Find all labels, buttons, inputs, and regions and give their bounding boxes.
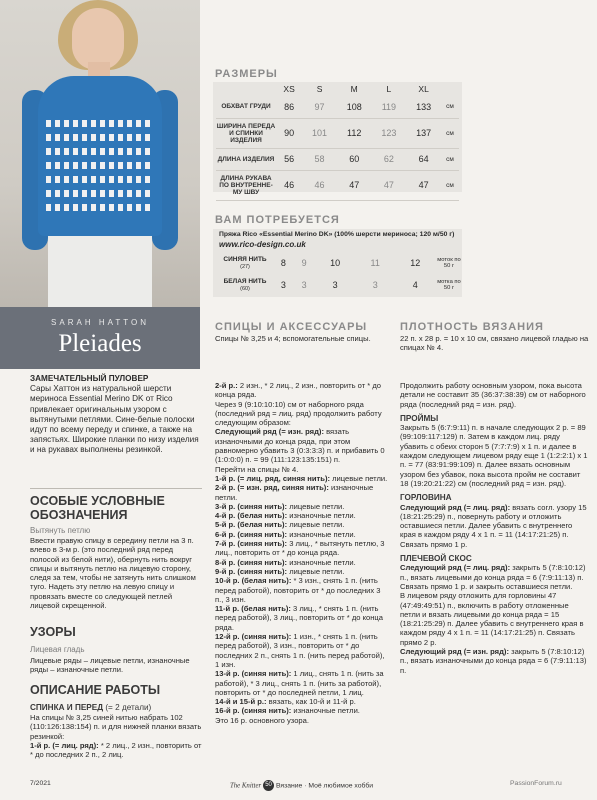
cell: 9 (301, 258, 307, 268)
gauge-text: 22 п. х 28 р. = 10 х 10 см, связано лицевой гладью на спицах № 4. (400, 334, 589, 353)
sizes-table (216, 82, 459, 201)
cell: 119 (372, 96, 407, 118)
instructions-column-3: Продолжить работу основным узором, пока высота детали не составит 35 (36:37:38:39) см от наборного ряда (последний ряд = изн. ряд). ПРОЙМЫ Закрыть 5 (6:7:9:11) п. в начале следующих 2 р. = 89 (99:109:117:129) п. Затем в каждом лиц. ряду убавить с обеих сторон 5 (7:7:7:9) х 1 п. и далее в каждом следующем лицевом ряду еще 1 (1:2:2:1) х 1 п. = 77 (83:91:99:109) п. Далее вязать основным узором без убавок, пока высота пройм не составит 18 (19:20:21:22) см (последний ряд = изн. ряд). ГОРЛОВИНА Следующий ряд (= лиц. ряд): вязать согл. узору 15 (18:21:25:29) п., повернуть работу и отложить оставшиеся петли. Далее убавить с внутреннего края в каждом ряду 4 х 1 п. = 11 (14:17:21:25) п. Связать прямо 1 р. ПЛЕЧЕВОЙ СКОС Следующий ряд (= лиц. ряд): закрыть 5 (7:8:10:12) п., вязать лицевыми до конца ряда = 6 (7:9:11:13) п. Связать прямо 1 р. и закрыть оставшиеся петли. В лицевом ряду отложить для горловины 47 (47:49:49:51) п., включить в работу отложенные петли и вязать лицевыми до конца ряда = 15 (18:21:25:29) п. Далее убавить с внутреннего края в каждом ряду 4 х 1 п. = 11 (14:17:21:25) п. Связать прямо 2 р. Следующий ряд (= изн. ряд): закрыть 5 (7:8:10:12) п., вязать изнаночными до конца ряда = 6 (7:9:11:13) п. (400, 381, 590, 675)
patterns-text: Лицевые ряды – лицевые петли, изнаночные ряды – изнаночные петли. (30, 656, 190, 675)
sizes-title: РАЗМЕРЫ (215, 68, 278, 80)
cell: 112 (337, 118, 372, 148)
instruction-line: 5-й р. (белая нить): лицевые петли. (215, 520, 345, 530)
cell: 62 (372, 148, 407, 170)
work-subtitle: СПИНКА И ПЕРЕД (= 2 детали) (30, 703, 152, 712)
model-face (72, 8, 124, 70)
cell: 3 (372, 280, 378, 290)
size-header: L (386, 84, 392, 94)
title-band (0, 307, 200, 369)
unit: см (441, 96, 459, 118)
cell: 123 (372, 118, 407, 148)
sweater-photo (0, 0, 200, 307)
issue-number: 7/2021 (30, 780, 51, 787)
cell: 86 (276, 96, 302, 118)
table-row (216, 96, 459, 118)
instruction-line: 9-й р. (синяя нить): лицевые петли. (215, 566, 345, 576)
unit: см (441, 118, 459, 148)
instruction-line: 6-й р. (синяя нить): изнаночные петли. (215, 529, 356, 539)
instruction-line: 12-й р. (синяя нить): 1 изн., * снять 1 п. (нить перед работой), 3 изн., повторить от * до последних 2 п., снять 1 п. (нить перед работой), 1 изн. (215, 632, 385, 669)
size-header: XL (418, 84, 429, 94)
page-number: 50 (263, 780, 274, 791)
cell: 108 (337, 96, 372, 118)
cell: 10 (330, 258, 341, 268)
sweater-body (38, 76, 162, 236)
instruction-line: 2-й р.: 2 изн., * 2 лиц., 2 изн., повторить от * до конца ряда. (215, 381, 382, 400)
table-row (216, 170, 459, 200)
cell: 137 (406, 118, 441, 148)
stripe-band (46, 190, 154, 197)
instruction-line: 3-й р. (синяя нить): лицевые петли. (215, 501, 345, 511)
stripe-band (46, 162, 154, 169)
instruction-line: Перейти на спицы № 4. (215, 464, 299, 474)
intro-text: ЗАМЕЧАТЕЛЬНЫЙ ПУЛОВЕР Сары Хаттон из натуральной шерсти мериноса Essential Merino DK от Rico привлекает оригинальным узором с вытянутыми петлями. Сине-белые полоски идут по всему переду и спинке, а также на запястьях. Широкие планки по низу изделия и на рукавах выполнены резинкой. (30, 374, 199, 455)
cell: 12 (410, 258, 421, 268)
cell: 3 (301, 280, 307, 290)
cell: 3 (280, 280, 286, 290)
pattern-author: SARAH HATTON (51, 318, 149, 327)
cell: 46 (302, 170, 337, 200)
gauge-title: ПЛОТНОСТЬ ВЯЗАНИЯ (400, 321, 544, 333)
work-text: На спицы № 3,25 синей нитью набрать 102 (110:126:138:154) п. и для нижней планки вязать резинкой: 1-й р. (= лиц. ряд): * 2 лиц., 2 изн., повторить от * до последних 2 п., 2 лиц. (30, 713, 202, 760)
model-skirt (48, 236, 152, 307)
size-header: M (350, 84, 358, 94)
instruction-line: 10-й р. (белая нить): * 3 изн., снять 1 п. (нить перед работой), повторить от * до последних 3 п., 3 изн. (215, 576, 381, 604)
row-label: ДЛИНА РУКАВА ПО ВНУТРЕННЕ-МУ ШВУ (216, 170, 276, 200)
work-title: ОПИСАНИЕ РАБОТЫ (30, 683, 161, 697)
row-label: БЕЛАЯ НИТЬ (60) (223, 277, 267, 292)
instruction-line: 13-й р. (синяя нить): 1 лиц., снять 1 п. (нить за работой), * 3 лиц., снять 1 п. (нить за работой), повторить от * до последней петли, 1 лиц. (215, 669, 384, 697)
row-label: ОБХВАТ ГРУДИ (216, 96, 276, 118)
neck-title: ГОРЛОВИНА (400, 493, 452, 503)
cell: 58 (302, 148, 337, 170)
instructions-column-2 (215, 381, 390, 725)
pattern-name: Pleiades (58, 330, 142, 357)
col3-intro: Продолжить работу основным узором, пока высота детали не составит 35 (36:37:38:39) см от наборного ряда (последний ряд = изн. ряд). (400, 381, 586, 409)
cell: 56 (276, 148, 302, 170)
cell: 47 (406, 170, 441, 200)
unit: см (441, 148, 459, 170)
stripe-band (46, 148, 154, 155)
patterns-subtitle: Лицевая гладь (30, 645, 85, 654)
cell: 46 (276, 170, 302, 200)
neck-text: вязать согл. узору 15 (18:21:25:29) п., повернуть работу и отложить оставшиеся петли. Далее убавить с внутреннего края в каждом ряду 4 х 1 п. = 11 (14:17:21:25) п. Связать прямо 1 р. (400, 502, 587, 549)
unit: мотка по 50 г (437, 278, 461, 291)
instruction-line: 8-й р. (синяя нить): изнаночные петли. (215, 557, 356, 567)
stripe-band (46, 134, 154, 141)
instruction-line: 14-й и 15-й р.: вязать, как 10-й и 11-й р. (215, 697, 356, 707)
yarn-url: www.rico-design.co.uk (219, 240, 306, 249)
unit: см (441, 170, 459, 200)
cell: 90 (276, 118, 302, 148)
table-row (217, 252, 462, 274)
stripe-band (46, 176, 154, 183)
instruction-line: Через 9 (9:10:10:10) см от наборного ряда (последний ряд = лиц. ряд) продолжить работу следующим образом: (215, 399, 382, 428)
divider (30, 488, 202, 489)
materials-title: ВАМ ПОТРЕБУЕТСЯ (215, 214, 340, 226)
cell: 11 (370, 258, 380, 268)
cell: 133 (406, 96, 441, 118)
instruction-line: 16-й р. (синяя нить): изнаночные петли. (215, 706, 360, 716)
cell: 8 (280, 258, 286, 268)
row-label: СИНЯЯ НИТЬ (27) (223, 255, 267, 270)
cell: 64 (406, 148, 441, 170)
cell: 97 (302, 96, 337, 118)
cell: 4 (412, 280, 418, 290)
cell: 101 (302, 118, 337, 148)
size-header: XS (283, 84, 295, 94)
cell: 3 (332, 280, 338, 290)
stripe-band (46, 120, 154, 127)
needles-title: СПИЦЫ И АКСЕССУАРЫ (215, 321, 368, 333)
unit: моток по 50 г (437, 256, 461, 269)
instruction-line: 4-й р. (белая нить): изнаночные петли. (215, 511, 356, 521)
instruction-line: 1-й р. (= лиц. ряд, синяя нить): лицевые петли. (215, 473, 388, 483)
cell: 47 (337, 170, 372, 200)
shoulder-title: ПЛЕЧЕВОЙ СКОС (400, 554, 472, 564)
table-row (217, 274, 462, 296)
size-header: S (316, 84, 323, 94)
table-row (216, 148, 459, 170)
watermark: PassionForum.ru (510, 780, 562, 787)
cell: 60 (337, 148, 372, 170)
instruction-line: 11-й р. (белая нить): 3 лиц., * снять 1 п. (нить перед работой), 3 лиц., повторить от * до конца ряда. (215, 604, 383, 632)
stripe-band (46, 204, 154, 211)
needles-text: Спицы № 3,25 и 4; вспомогательные спицы. (215, 334, 371, 343)
armholes-text: Закрыть 5 (6:7:9:11) п. в начале следующих 2 р. = 89 (99:109:117:129) п. Затем в каждом лиц. ряду убавить с обеих сторон 5 (7:7:7:9) х 1 п. и далее в каждом следующем лицевом ряду еще 1 (1:2:2:1) х 1 п. = 77 (83:91:99:109) п. Далее вязать основным узором без убавок, пока высота пройм не составит 18 (19:20:21:22) см (последний ряд = изн. ряд). (400, 423, 588, 488)
special-title: ОСОБЫЕ УСЛОВНЫЕ ОБОЗНАЧЕНИЯ (30, 494, 165, 522)
instruction-line: Следующий ряд (= изн. ряд): вязать изнаночными до конца ряда, при этом равномерно убавить 3 (0:3:3:3) п. и прибавить 0 (1:0:0:0) п. = 99 (111:123:135:151) п. (215, 427, 385, 465)
special-subtitle: Вытянуть петлю (30, 526, 91, 535)
row-label: ШИРИНА ПЕРЕДА И СПИНКИ ИЗДЕЛИЯ (216, 118, 276, 148)
instruction-line: 7-й р. (синяя нить): 3 лиц., * вытянуть петлю, 3 лиц., повторить от * до конца ряда. (215, 539, 385, 558)
yarn-table (217, 252, 462, 296)
row-label: ДЛИНА ИЗДЕЛИЯ (216, 148, 276, 170)
armholes-title: ПРОЙМЫ (400, 413, 439, 423)
patterns-title: УЗОРЫ (30, 625, 76, 639)
instruction-line: 2-й р. (= изн. ряд, синяя нить): изнаночные петли. (215, 483, 374, 502)
special-text: Ввести правую спицу в середину петли на 3 п. влево в 3-м р. (это последний ряд перед полосой из белой нити), обернуть нить вокруг спицы и вытянуть петлю на лицевую сторону, следя за тем, чтобы не затянуть нить слишком туго. Надеть эту петлю на левую спицу и провязать вместе со следующей петлей лицевой скрещенной. (30, 536, 196, 611)
table-row (216, 118, 459, 148)
cell: 47 (372, 170, 407, 200)
yarn-description: Пряжа Rico «Essential Merino DK» (100% шерсти мериноса; 120 м/50 г) (219, 231, 455, 238)
instruction-line: Это 16 р. основного узора. (215, 715, 309, 725)
magazine-footer: The Knitter 50 Вязание · Моё любимое хобби (230, 782, 374, 790)
